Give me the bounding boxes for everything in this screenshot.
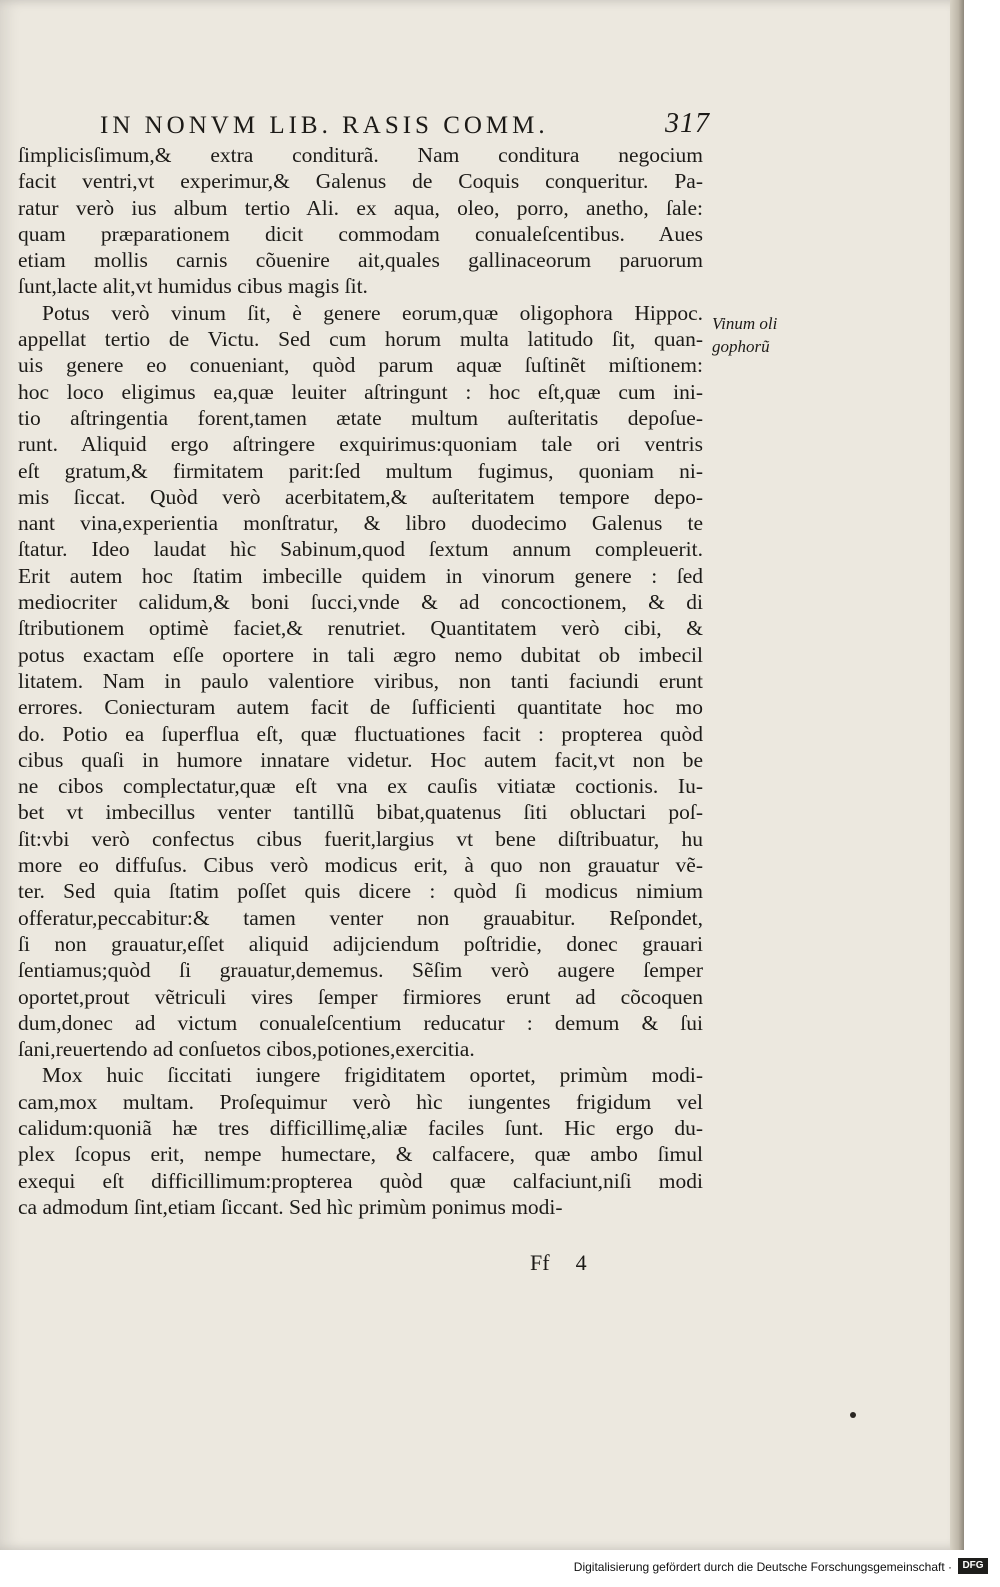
text-line: mediocriter calidum,& boni ſucci,vnde & ad concoctionem, & di <box>18 590 703 615</box>
text-line: facit ventri,vt experimur,& Galenus de Coquis conqueritur. Pa- <box>18 169 703 194</box>
text-line: bet vt imbecillus venter tantillũ bibat,quatenus ſiti obluctari poſ- <box>18 800 703 825</box>
text-line: plex ſcopus erit, nempe humectare, & calfacere, quæ ambo ſimul <box>18 1142 703 1167</box>
text-line: ne cibos complectatur,quæ eſt vna ex cauſis vitiatæ coctionis. Iu- <box>18 774 703 799</box>
text-line: quam præparationem dicit commodam conualeſcentibus. Aues <box>18 221 703 246</box>
text-line: errores. Coniecturam autem facit de ſufficienti quantitate hoc mo <box>18 695 703 720</box>
signature-number: 4 <box>575 1250 587 1275</box>
text-line: ſani,reuertendo ad conſuetos cibos,potiones,exercitia. <box>18 1037 475 1062</box>
text-line: ſtributionem optimè faciet,& renutriet. Quantitatem verò cibi, & <box>18 616 703 641</box>
text-line: ſimplicisſimum,& extra conditurã. Nam conditura negocium <box>18 143 703 167</box>
text-line: appellat tertio de Victu. Sed cum horum multa latitudo ſit, quan- <box>18 327 703 352</box>
text-line: ca admodum ſint,etiam ſiccant. Sed hìc primùm ponimus modi- <box>18 1194 563 1219</box>
text-line: potus exactam eſſe oportere in tali ægro nemo dubitat ob imbecil <box>18 642 703 667</box>
margin-note-line: Vinum oli <box>712 314 778 333</box>
text-line: runt. Aliquid ergo aſtringere exquirimus:quoniam tale ori ventris <box>18 432 703 457</box>
running-title: IN NONVM LIB. RASIS COMM. <box>100 112 549 139</box>
ink-spot <box>850 1412 856 1418</box>
text-line: dum,donec ad victum conualeſcentium reducatur : demum & ſui <box>18 1010 703 1035</box>
margin-note-line: gophorũ <box>712 337 770 356</box>
text-line: cam,mox multam. Proſequimur verò hìc iungentes frigidum vel <box>18 1089 703 1114</box>
text-line: litatem. Nam in paulo valentiore viribus, non tanti faciundi erunt <box>18 668 703 693</box>
text-line: etiam mollis carnis cõuenire ait,quales gallinaceorum paruorum <box>18 248 703 273</box>
text-line: tio aſtringentia forent,tamen ætate multum auſteritatis depoſue- <box>18 405 703 430</box>
dfg-logo: DFG <box>958 1558 988 1574</box>
text-line: mis ſiccat. Quòd verò acerbitatem,& auſteritatem tempore depo- <box>18 484 703 509</box>
text-line: Erit autem hoc ſtatim imbecille quidem in vinorum genere : ſed <box>18 563 703 588</box>
text-line: nant vina,experientia monſtratur, & libro duodecimo Galenus te <box>18 511 703 536</box>
text-line: offeratur,peccabitur:& tamen venter non grauabitur. Reſpondet, <box>18 905 703 930</box>
text-line: ter. Sed quia ſtatim poſſet quis dicere : quòd ſi modicus nimium <box>18 879 703 904</box>
text-line: ſtatur. Ideo laudat hìc Sabinum,quod ſextum annum compleuerit. <box>18 537 703 562</box>
signature-letters: Ff <box>530 1250 550 1275</box>
text-line: uis genere eo conueniant, quòd parum aquæ ſuſtinẽt miſtionem: <box>18 353 703 378</box>
running-header <box>100 100 710 140</box>
text-line: hoc loco eligimus ea,quæ leuiter aſtringunt : hoc eſt,quæ cum ini- <box>18 379 703 404</box>
page-number: 317 <box>665 108 710 139</box>
text-line: oportet,prout vẽtriculi vires ſemper firmiores erunt ad cõcoquen <box>18 984 703 1009</box>
text-line: exequi eſt difficillimum:propterea quòd quæ calfaciunt,niſi modi <box>18 1168 703 1193</box>
text-line: cibus quaſi in humore innatare videtur. Hoc autem facit,vt non be <box>18 747 703 772</box>
margin-note <box>712 312 822 358</box>
text-line: ſit:vbi verò confectus cibus fuerit,largius vt bene diſtribuatur, hu <box>18 826 703 851</box>
text-line: eſt gratum,& firmitatem parit:ſed multum fugimus, quoniam ni- <box>18 458 703 483</box>
text-line: ſunt,lacte alit,vt humidus cibus magis ſit. <box>18 274 368 299</box>
text-line: do. Potio ea ſuperflua eſt, quæ fluctuationes facit : propterea quòd <box>18 721 703 746</box>
text-line: ſi non grauatur,eſſet aliquid adijciendum poſtridie, donec grauari <box>18 931 703 956</box>
page-edge <box>950 0 964 1550</box>
text-line: Potus verò vinum ſit, è genere eorum,quæ oligophora Hippoc. <box>42 300 703 325</box>
body-text <box>18 142 703 1220</box>
text-line: ratur verò ius album tertio Ali. ex aqua, oleo, porro, anetho, ſale: <box>18 195 703 220</box>
text-line: ſentiamus;quòd ſi grauatur,dememus. Sẽſim verò augere ſemper <box>18 958 703 983</box>
text-line: Mox huic ſiccitati iungere frigiditatem oportet, primùm modi- <box>42 1063 703 1088</box>
text-line: calidum:quoniã hæ tres difficillimę,aliæ faciles ſunt. Hic ergo du- <box>18 1115 703 1140</box>
text-line: more eo diffuſus. Cibus verò modicus erit, à quo non grauatur vẽ- <box>18 853 703 878</box>
signature-mark <box>530 1250 587 1276</box>
digitization-credit: Digitalisierung gefördert durch die Deutsche Forschungsgemeinschaft · <box>573 1560 952 1574</box>
